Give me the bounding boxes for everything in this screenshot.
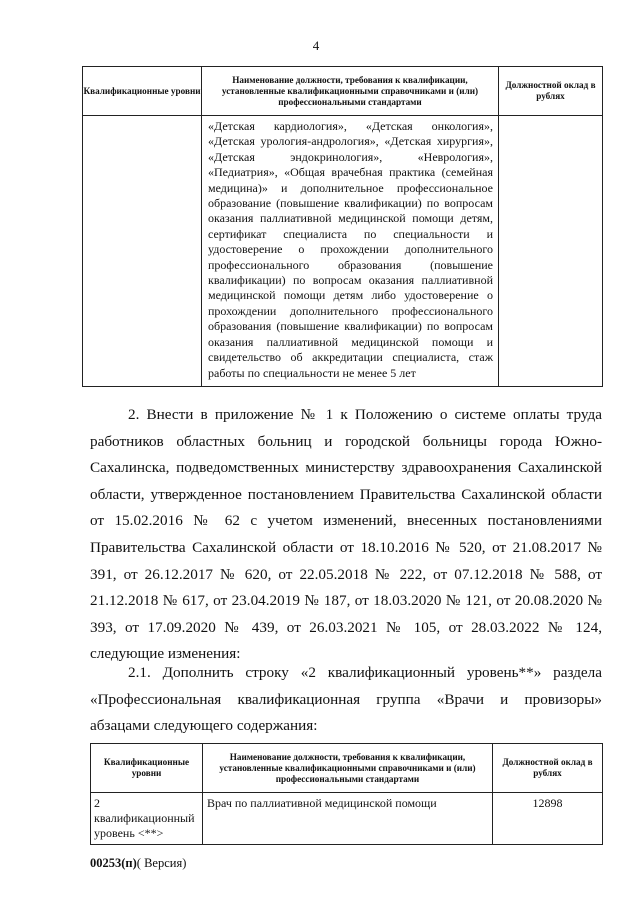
- qualification-table-continued: [82, 66, 603, 387]
- header-position-requirements: Наименование должности, требования к квалификации, установленные квалификационными справочниками и (или) профессиональными стандартами: [203, 744, 493, 793]
- cell-salary: 12898: [493, 793, 603, 845]
- header-qualification-levels: Квалификационные уровни: [91, 744, 203, 793]
- header-qualification-levels: Квалификационные уровни: [83, 67, 202, 116]
- table-header-row: [83, 67, 603, 116]
- paragraph-2-1: [90, 660, 602, 740]
- footer: [90, 856, 186, 871]
- table-header-row: [91, 744, 603, 793]
- cell-level: 2 квалификационный уровень <**>: [91, 793, 203, 845]
- document-code: 00253(п): [90, 856, 137, 870]
- header-salary: Должностной оклад в рублях: [499, 67, 603, 116]
- document-version: ( Версия): [136, 856, 187, 870]
- cell-salary-empty: [499, 116, 603, 387]
- page-number: 4: [312, 38, 320, 53]
- cell-position: Врач по паллиативной медицинской помощи: [203, 793, 493, 845]
- paragraph-2-text: 2. Внести в приложение № 1 к Положению о системе оплаты труда работников областных больниц и городской больницы города Южно-Сахалинска, подведомственных министерству здравоохранения Сахалинской области, утвержденное постановлением Правительства Сахалинской области от 15.02.2016 № 62 с учетом изменений, внесенных постановлениями Правительства Сахалинской области от 18.10.2016 № 520, от 21.08.2017 № 391, от 26.12.2017 № 620, от 22.05.2018 № 222, от 07.12.2018 № 588, от 21.12.2018 № 617, от 23.04.2019 № 187, от 18.03.2020 № 121, от 20.08.2020 № 393, от 17.09.2020 № 439, от 26.03.2021 № 105, от 28.03.2022 № 124, следующие изменения:: [90, 406, 602, 663]
- table-row: [91, 793, 603, 845]
- cell-level-empty: [83, 116, 202, 387]
- new-rows-table: [90, 743, 603, 845]
- cell-requirements-text: «Детская кардиология», «Детская онкология», «Детская урология-андрология», «Детская хирургия», «Детская эндокринология», «Неврология», «Педиатрия», «Общая врачебная практика (семейная медицина)» и дополнительное профессиональное образование (повышение квалификации) по вопросам оказания паллиативной медицинской помощи детям, сертификат специалиста по специальности и удостоверение о прохождении дополнительного профессионального образования (повышение квалификации) по вопросам оказания паллиативной медицинской помощи детям либо удостоверение о прохождении дополнительного профессионального образования (повышение квалификации) по вопросам оказания паллиативной медицинской помощи и свидетельство об аккредитации специалиста, стаж работы по специальности не менее 5 лет: [202, 116, 499, 387]
- table-row: [83, 116, 603, 387]
- header-position-requirements: Наименование должности, требования к квалификации, установленные квалификационными справочниками и (или) профессиональными стандартами: [202, 67, 499, 116]
- paragraph-2: [90, 402, 602, 668]
- header-salary: Должностной оклад в рублях: [493, 744, 603, 793]
- paragraph-2-1-text: 2.1. Дополнить строку «2 квалификационный уровень**» раздела «Профессиональная квалификационная группа «Врачи и провизоры» абзацами следующего содержания:: [90, 664, 602, 735]
